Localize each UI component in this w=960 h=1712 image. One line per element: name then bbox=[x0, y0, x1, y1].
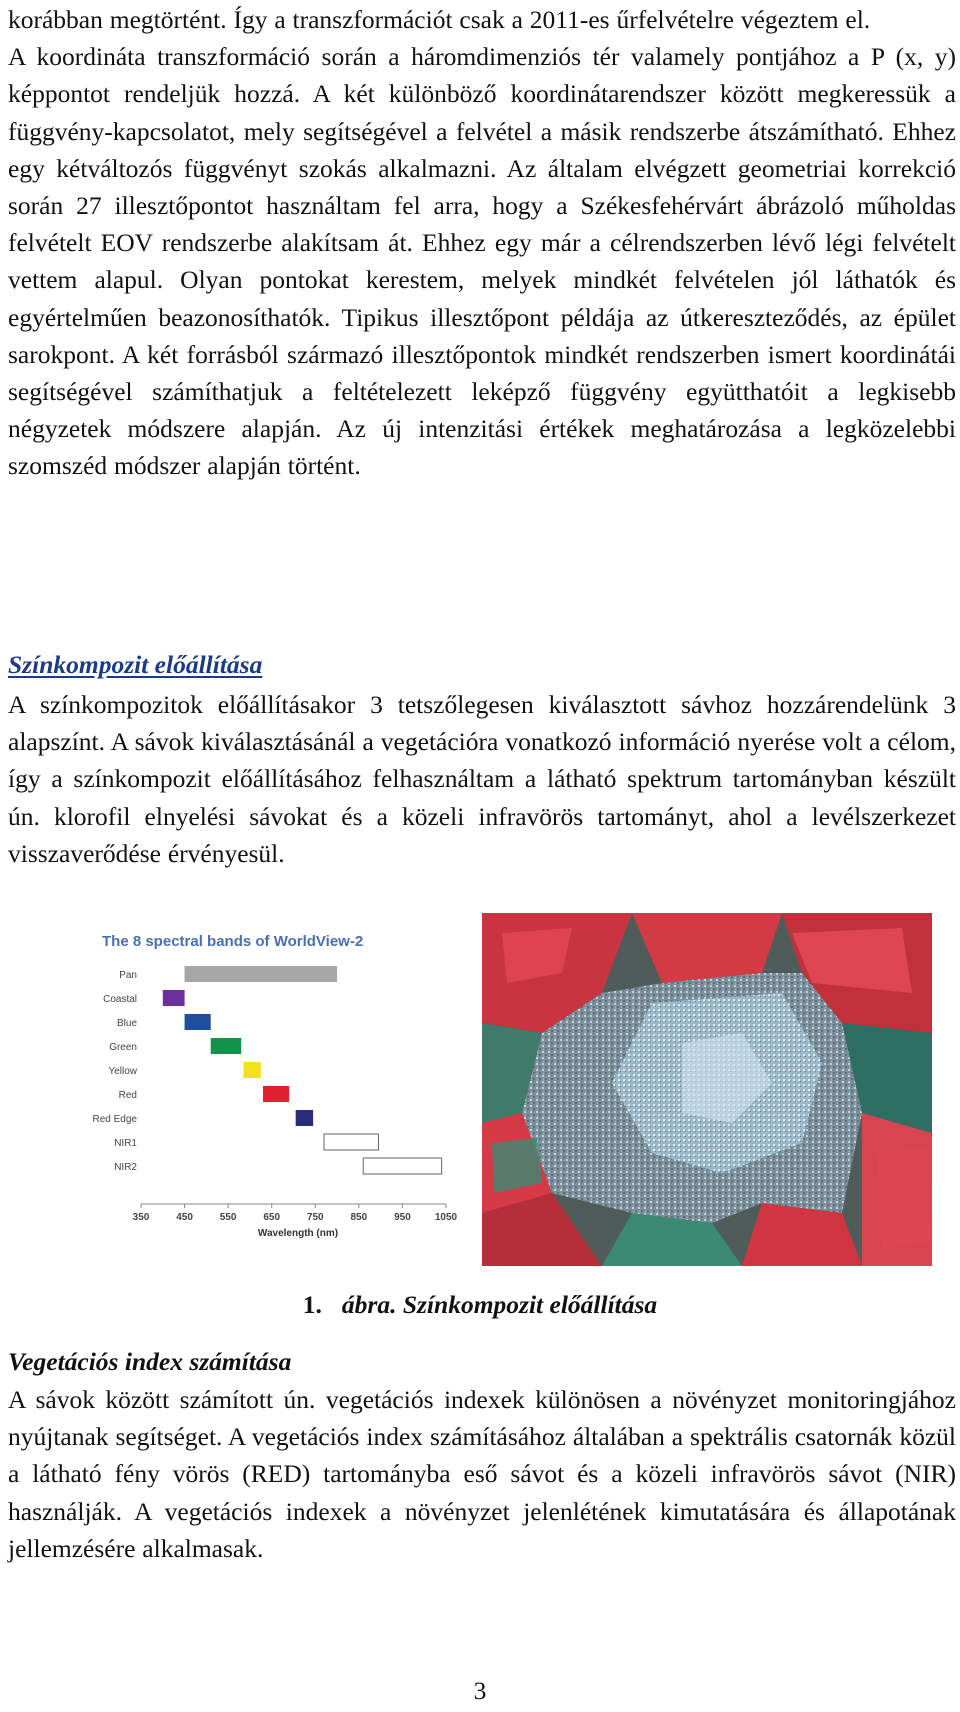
band-label: Coastal bbox=[103, 994, 137, 1005]
band-bar bbox=[185, 966, 337, 982]
figure-caption bbox=[0, 1286, 960, 1323]
band-bar bbox=[211, 1038, 242, 1054]
satellite-composite-image bbox=[482, 913, 932, 1266]
chart-title: The 8 spectral bands of WorldView-2 bbox=[102, 933, 364, 950]
x-tick-label: 350 bbox=[132, 1212, 150, 1223]
paragraph: A sávok között számított ún. vegetációs indexek különösen a növényzet monitoringjához nyújtanak segítséget. A vegetációs index számításához általában a spektrális csatornák közül a látható fény vörös (RED) tartományba eső sávot és a közeli infravörös sávot (NIR) használják. A vegetációs indexek a növényzet jelenlétének kimutatására és állapotának jellemzésére alkalmasak. bbox=[8, 1385, 956, 1563]
page-number: 3 bbox=[473, 1676, 487, 1705]
chart-xlabel: Wavelength (nm) bbox=[257, 1228, 339, 1239]
figure-caption-text: ábra. Színkompozit előállítása bbox=[341, 1290, 658, 1319]
spectral-bands-chart bbox=[86, 926, 460, 1242]
band-bar bbox=[324, 1134, 378, 1150]
paragraph: korábban megtörtént. Így a transzformációt csak a 2011-es űrfelvételre végeztem el. bbox=[8, 5, 871, 34]
section-body bbox=[8, 1381, 956, 1567]
band-label: Blue bbox=[116, 1018, 137, 1029]
band-bar bbox=[263, 1086, 289, 1102]
x-tick-label: 950 bbox=[394, 1212, 411, 1223]
band-bar bbox=[363, 1158, 441, 1174]
x-tick-label: 1050 bbox=[434, 1212, 458, 1223]
band-bar bbox=[185, 1014, 211, 1030]
band-label: Green bbox=[109, 1042, 137, 1053]
band-label: Red Edge bbox=[92, 1114, 137, 1125]
paragraph: A koordináta transzformáció során a háromdimenziós tér valamely pontjához a P (x, y) képpontot rendeljük hozzá. A két különböző koordinátarendszer között megkeressük a függvény-kapcsolatot, mely segítségével a felvétel a másik rendszerbe átszámítható. Ehhez egy kétváltozós függvényt szokás alkalmazni. Az általam elvégzett geometriai korrekció során 27 illesztőpontot használtam fel arra, hogy a Székesfehérvárt ábrázoló műholdas felvételt EOV rendszerbe alakítsam át. Ehhez egy már a célrendszerben lévő légi felvételt vettem alapul. Olyan pontokat kerestem, melyek mindkét felvételen jól láthatók és egyértelműen beazonosíthatók. Tipikus illesztőpont példája az útkereszteződés, az épület sarokpont. A két forrásból származó illesztőpontok mindkét rendszerben ismert koordinátái segítségével számíthatjuk a feltételezett leképző függvény együtthatóit a legkisebb négyzetek módszere alapján. Az új intenzitási értékek meghatározása a legközelebbi szomszéd módszer alapján történt. bbox=[8, 42, 956, 481]
chart-svg bbox=[86, 926, 460, 1242]
satellite-svg bbox=[482, 913, 932, 1266]
section-body bbox=[8, 686, 956, 872]
body-text-top bbox=[8, 1, 956, 485]
bands-group bbox=[93, 966, 442, 1174]
band-bar bbox=[243, 1062, 260, 1078]
ticks-group bbox=[133, 1204, 458, 1223]
band-label: Pan bbox=[119, 970, 137, 981]
figure-number: 1. bbox=[302, 1290, 322, 1319]
band-bar bbox=[296, 1110, 313, 1126]
x-tick-label: 650 bbox=[263, 1212, 281, 1223]
band-label: Yellow bbox=[108, 1066, 137, 1077]
x-tick-label: 450 bbox=[176, 1212, 193, 1223]
band-label: NIR2 bbox=[114, 1162, 137, 1173]
band-bar bbox=[163, 990, 185, 1006]
section-heading: Vegetációs index számítása bbox=[8, 1347, 292, 1376]
band-label: NIR1 bbox=[114, 1138, 137, 1149]
band-label: Red bbox=[118, 1090, 137, 1101]
section-heading: Színkompozit előállítása bbox=[8, 650, 263, 679]
x-tick-label: 850 bbox=[350, 1212, 368, 1223]
x-tick-label: 750 bbox=[306, 1212, 324, 1223]
paragraph: A színkompozitok előállításakor 3 tetszőlegesen kiválasztott sávhoz hozzárendelünk 3 alapszínt. A sávok kiválasztásánál a vegetációra vonatkozó információ nyerése volt a célom, így a színkompozit előállításához felhasználtam a látható spektrum tartományban készült ún. klorofil elnyelési sávokat és a közeli infravörös tartományt, ahol a levélszerkezet visszaverődése érvényesül. bbox=[8, 690, 956, 868]
x-tick-label: 550 bbox=[219, 1212, 237, 1223]
